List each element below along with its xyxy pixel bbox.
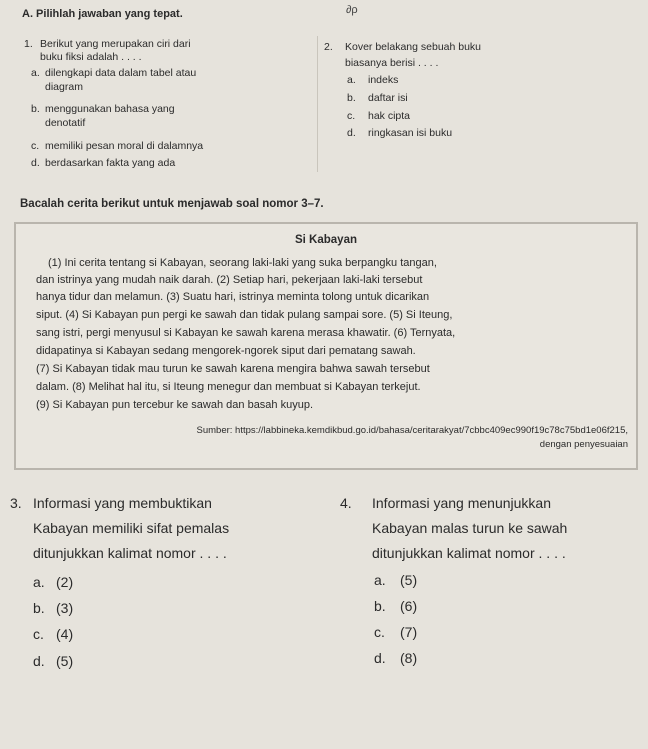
q4-option-a-text: (5) [400,572,418,588]
story-source-url: Sumber: https://labbineka.kemdikbud.go.id/bahasa/ceritarakyat/7cbbc409ec990f19c78c75bd1e06f215, [196,425,628,436]
q2-number: 2. [324,41,333,53]
q1-option-a-line-2: diagram [45,81,83,93]
q1-option-c-text: memiliki pesan moral di dalamnya [45,140,204,152]
story-line-2: dan istrinya yang mudah naik darah. (2) Setiap hari, pekerjaan laki-laki tersebut [36,274,423,286]
q4-option-d-letter: d. [374,650,386,666]
story-source [197,424,629,452]
story-line-1: (1) Ini cerita tentang si Kabayan, seorang laki-laki yang suka berpangku tangan, [48,257,437,269]
story-line-3: hanya tidur dan melamun. (3) Suatu hari, istrinya meminta tolong untuk dicarikan [36,291,430,303]
q1-option-d-text: berdasarkan fakta yang ada [45,157,176,169]
q3-stem-line-3: ditunjukkan kalimat nomor . . . . [33,545,227,561]
reading-instruction: Bacalah cerita berikut untuk menjawab soal nomor 3–7. [20,198,324,210]
q3-option-a-text: (2) [56,574,74,590]
story-source-note: dengan penyesuaian [539,439,628,450]
story-line-8: dalam. (8) Melihat hal itu, si Iteung menegur dan membuat si Kabayan terkejut. [36,381,421,393]
q1-option-a-letter: a. [31,67,40,79]
story-line-5: sang istri, pergi menyusul si Kabayan ke sawah karena merasa khawatir. (6) Ternyata, [36,327,456,339]
q4-option-b-text: (6) [400,598,418,614]
q4-stem-line-1: Informasi yang menunjukkan [372,495,551,511]
q3-option-a-letter: a. [33,574,45,590]
q4-option-a-letter: a. [374,572,386,588]
q2-option-b-letter: b. [347,92,356,104]
section-title: A. Pilihlah jawaban yang tepat. [22,8,183,20]
handwritten-mark: ∂ρ [346,4,358,16]
q3-option-b-text: (3) [56,600,74,616]
story-line-7: (7) Si Kabayan tidak mau turun ke sawah karena mengira bahwa sawah tersebut [36,363,430,375]
q2-option-c-text: hak cipta [368,110,411,122]
q1-option-d-letter: d. [31,157,40,169]
q1-option-a-line-1: dilengkapi data dalam tabel atau [45,67,197,79]
story-line-6: didapatinya si Kabayan sedang mengorek-ngorek siput dari pematang sawah. [36,345,416,357]
q1-option-b-letter: b. [31,103,40,115]
q2-option-b-text: daftar isi [368,92,408,104]
q2-option-c-letter: c. [347,110,356,122]
q4-option-b-letter: b. [374,598,386,614]
q4-stem-line-2: Kabayan malas turun ke sawah [372,520,568,536]
q2-option-a-letter: a. [347,74,356,86]
q1-stem-line-1: Berikut yang merupakan ciri dari [40,38,191,50]
q1-option-b-line-1: menggunakan bahasa yang [45,103,175,115]
q3-option-c-text: (4) [56,626,74,642]
q1-stem-line-2: buku fiksi adalah . . . . [40,51,142,63]
q2-stem-line-1: Kover belakang sebuah buku [345,41,482,53]
story-box [14,222,638,470]
story-line-4: siput. (4) Si Kabayan pun pergi ke sawah dan tidak pulang sampai sore. (5) Si Iteung, [36,309,453,321]
q4-option-c-text: (7) [400,624,418,640]
q3-option-d-text: (5) [56,653,74,669]
q3-option-d-letter: d. [33,653,45,669]
q1-option-c-letter: c. [31,140,40,152]
q1-option-b-line-2: denotatif [45,117,86,129]
q4-stem-line-3: ditunjukkan kalimat nomor . . . . [372,545,566,561]
q2-stem-line-2: biasanya berisi . . . . [345,57,439,69]
q3-stem-line-1: Informasi yang membuktikan [33,495,212,511]
q4-option-c-letter: c. [374,624,385,640]
q3-option-c-letter: c. [33,626,44,642]
story-title: Si Kabayan [295,234,357,246]
column-divider [317,36,318,172]
q1-number: 1. [24,38,33,50]
q4-option-d-text: (8) [400,650,418,666]
q3-number: 3. [10,495,22,511]
q2-option-a-text: indeks [368,74,399,86]
q2-option-d-letter: d. [347,127,356,139]
q4-number: 4. [340,495,352,511]
q3-option-b-letter: b. [33,600,45,616]
q2-option-d-text: ringkasan isi buku [368,127,453,139]
story-line-9: (9) Si Kabayan pun tercebur ke sawah dan basah kuyup. [36,399,314,411]
q3-stem-line-2: Kabayan memiliki sifat pemalas [33,520,230,536]
